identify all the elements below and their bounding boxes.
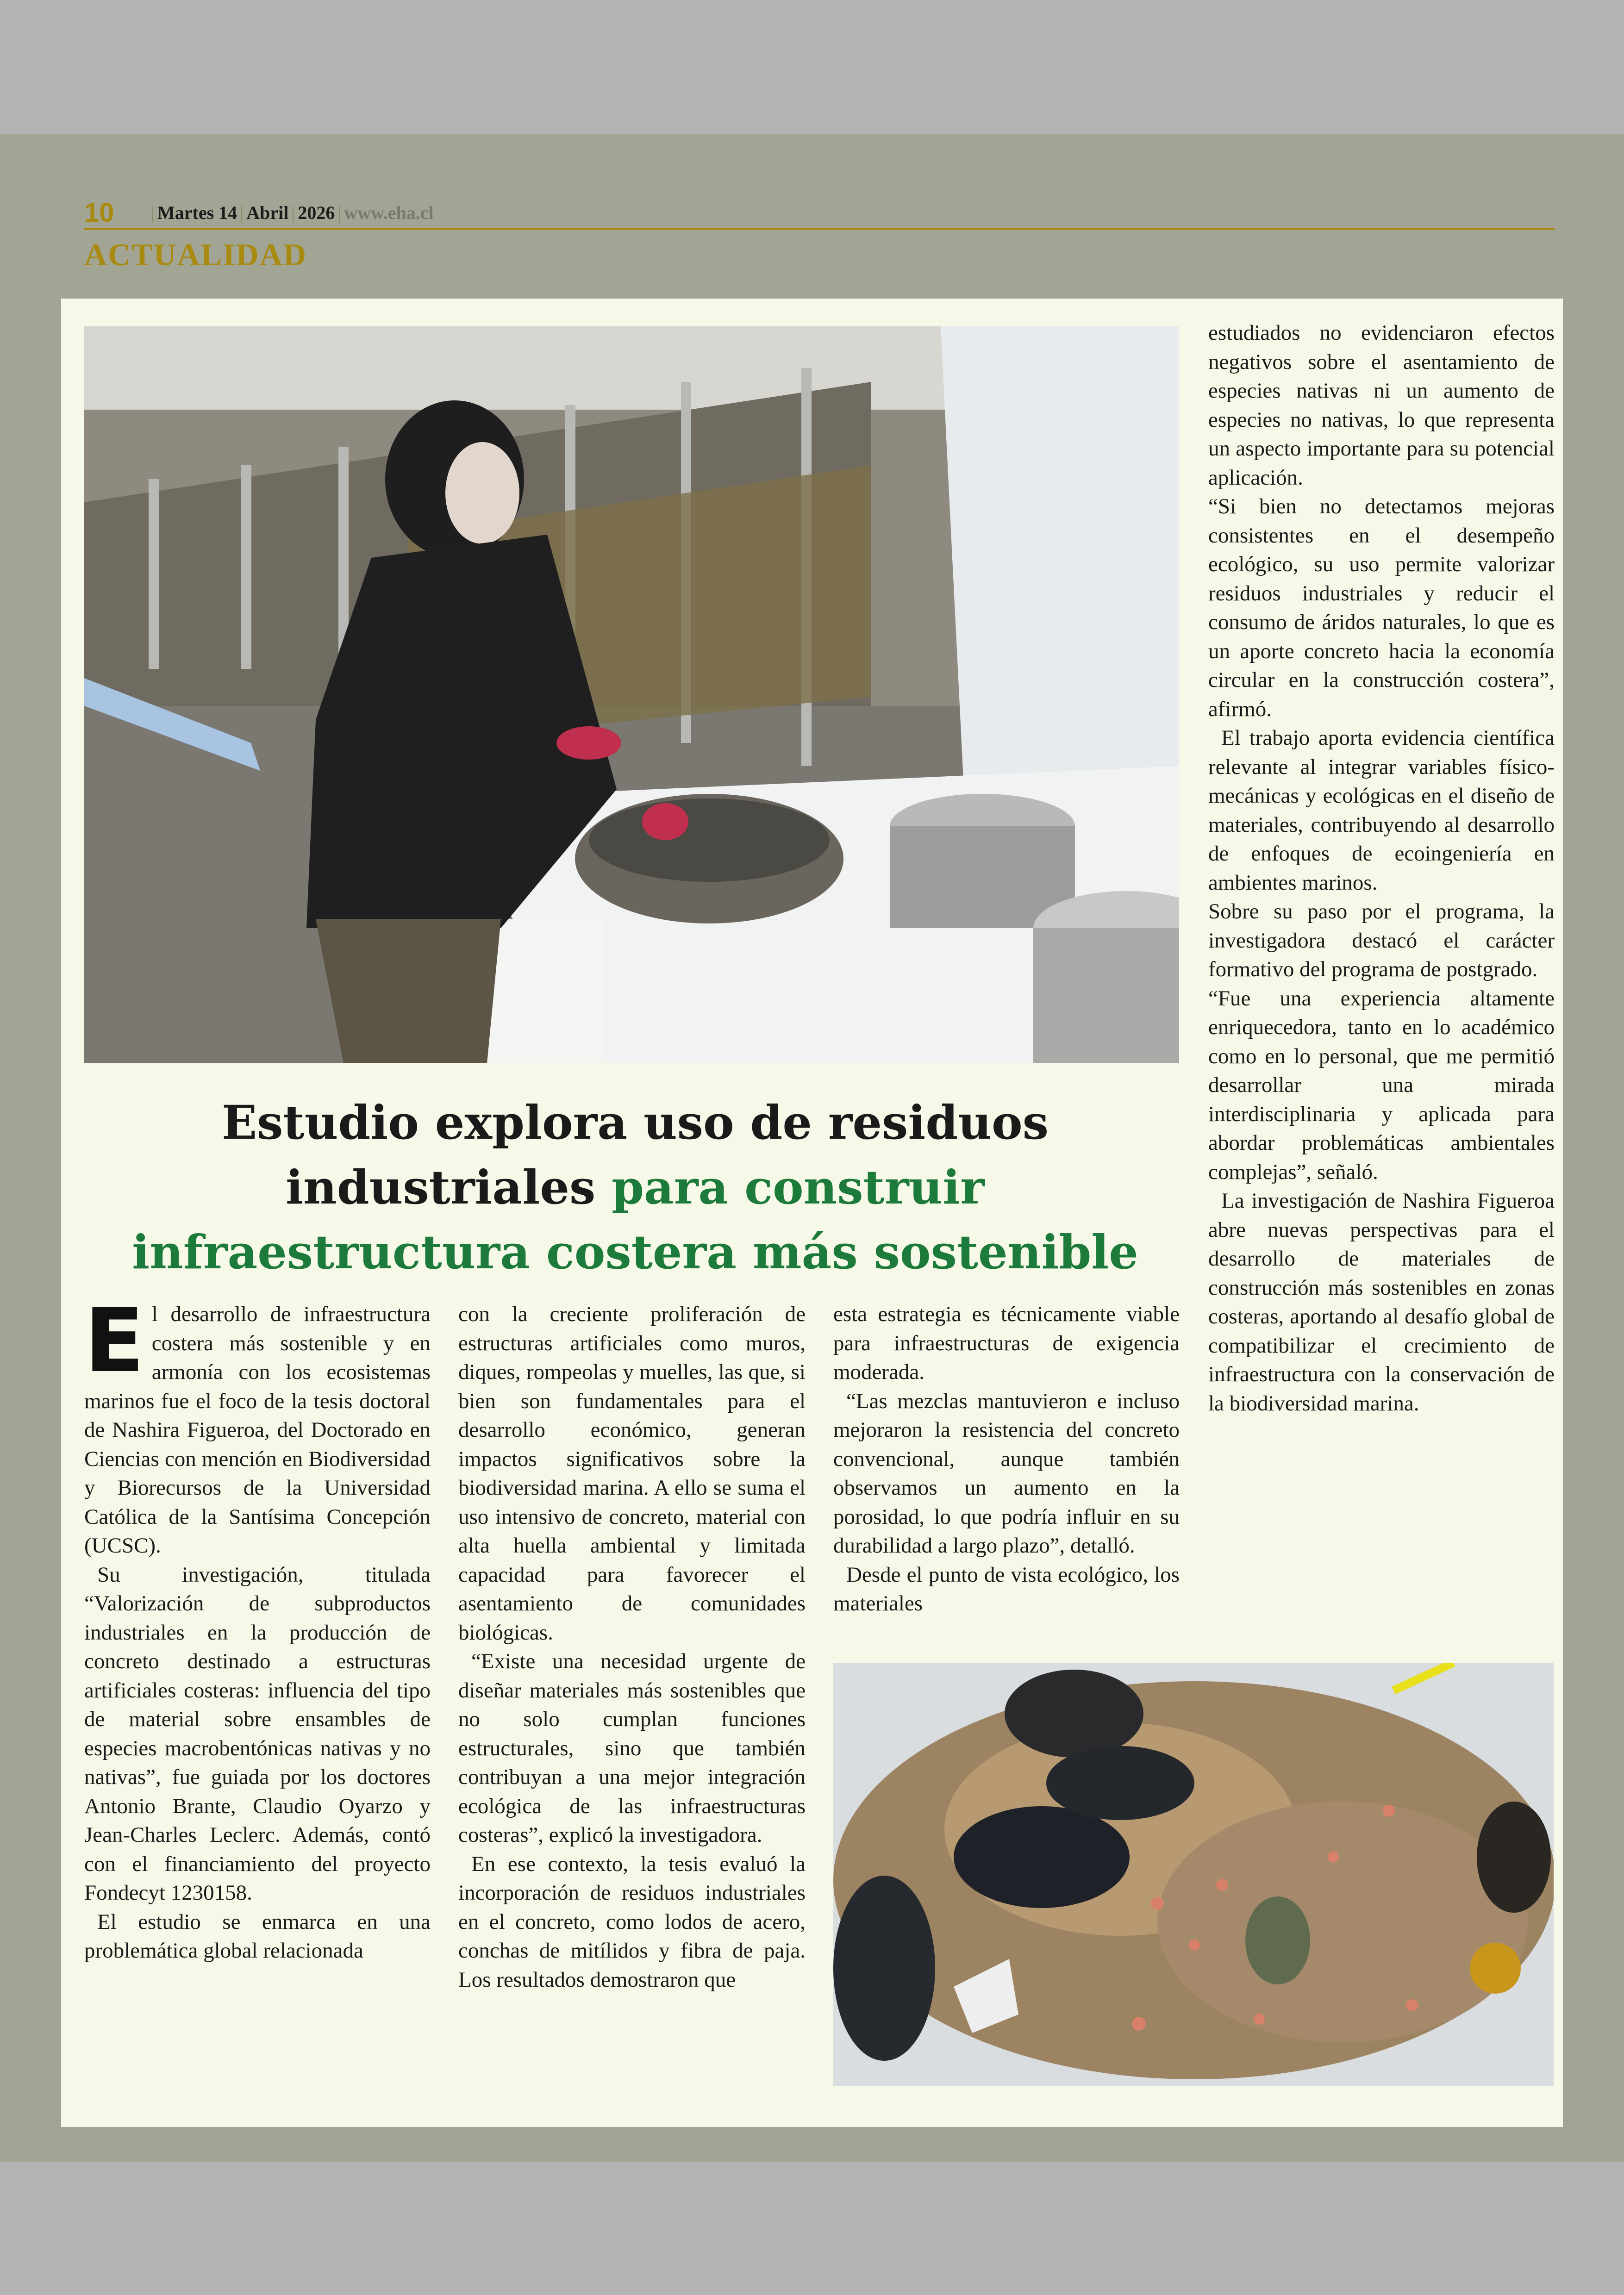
date-year: 2026 (298, 202, 335, 223)
drop-cap: E (84, 1290, 144, 1392)
date-month: Abril (246, 202, 289, 223)
col4-paragraph-5: “Fue una experiencia altamente enriquecedora, tanto en lo académico como en lo personal, que me permitió desarrollar una mirada interdisciplinaria y aplicada para abordar problemáticas ambientales complejas”, señaló. (1208, 986, 1555, 1184)
col3-paragraph-1: esta estrategia es técnicamente viable para infraestructuras de exigencia moderada. (833, 1302, 1180, 1384)
page-header (84, 199, 1555, 273)
col2-paragraph-1: con la creciente proliferación de estructuras artificiales como muros, diques, rompeolas y muelles, las que, si bien son fundamentales para el desarrollo económico, generan impactos significativos sobre la biodiversidad marina. A ello se suma el uso intensivo de concreto, material con alta huella ambiental y limitada capacidad para favorecer el asentamiento de comunidades biológicas. (458, 1302, 806, 1645)
page-number: 10 (84, 198, 114, 228)
headline-green: para construir infraestructura costera más sostenible (132, 1160, 1138, 1279)
article-headline (84, 1090, 1186, 1285)
headline-dark: Estudio explora uso de residuos industriales (221, 1095, 1049, 1215)
website-link[interactable]: www.eha.cl (344, 202, 434, 223)
col1-paragraph-2: Su investigación, titulada “Valorización de subproductos industriales en la producción de concreto destinado a estructuras artificiales costeras: influencia del tipo de material sobre ensambles de especies macrobentónicas nativas y no nativas”, fue guiada por los doctores Antonio Brante, Claudio Oyarzo y Jean-Charles Leclerc. Además, contó con el financiamiento del proyecto Fondecyt 1230158. (84, 1562, 431, 1905)
article-column-2 (458, 1300, 806, 1994)
date-weekday: Martes 14 (157, 202, 237, 223)
mussel-photo (833, 1663, 1554, 2086)
lab-photo (84, 326, 1179, 1063)
lab-photo-image (84, 326, 1179, 1063)
date-bar: | Martes 14 | Abril | 2026 | www.eha.cl (151, 202, 434, 223)
article-column-3 (833, 1300, 1180, 1618)
col4-paragraph-6: La investigación de Nashira Figueroa abre nuevas perspectivas para el desarrollo de materiales de construcción más sostenibles en zonas costeras, aportando al desafío global de compatibilizar el crecimiento de infraestructura con la conservación de la biodiversidad marina. (1208, 1189, 1555, 1416)
col1-paragraph-3: El estudio se enmarca en una problemática global relacionada (84, 1909, 431, 1963)
col1-paragraph-1: l desarrollo de infraestructura costera más sostenible y en armonía con los ecosistemas marinos fue el foco de la tesis doctoral de Nashira Figueroa, del Doctorado en Ciencias con mención en Biodiversidad y Biorecursos de la Universidad Católica de la Santísima Concepción (UCSC). (84, 1302, 431, 1558)
col4-paragraph-3: El trabajo aporta evidencia científica relevante al integrar variables físico-mecánicas y ecológicas en el diseño de materiales, contribuyendo al desarrollo de enfoques de ecoingeniería en ambientes marinos. (1208, 726, 1555, 895)
col2-paragraph-3: En ese contexto, la tesis evaluó la incorporación de residuos industriales en el concreto, como lodos de acero, conchas de mitílidos y fibra de paja. Los resultados demostraron que (458, 1852, 806, 1992)
mussel-photo-image (833, 1663, 1554, 2086)
col4-paragraph-1: estudiados no evidenciaron efectos negativos sobre el asentamiento de especies nativas ni un aumento de especies no nativas, lo que representa un aspecto importante para su potencial aplicación. (1208, 321, 1555, 490)
col3-paragraph-2: “Las mezclas mantuvieron e incluso mejoraron la resistencia del concreto convencional, aunque también observamos un aumento en la porosidad, lo que podría influir en su durabilidad a largo plazo”, detalló. (833, 1389, 1180, 1558)
col4-paragraph-4: Sobre su paso por el programa, la investigadora destacó el carácter formativo del programa de postgrado. (1208, 899, 1555, 981)
col3-paragraph-3: Desde el punto de vista ecológico, los materiales (833, 1562, 1180, 1615)
article-column-4 (1208, 318, 1555, 1418)
header-rule (84, 228, 1555, 230)
col4-paragraph-2: “Si bien no detectamos mejoras consistentes en el desempeño ecológico, su uso permite valorizar residuos industriales y reducir el consumo de áridos naturales, lo que es un aporte concreto hacia la economía circular en la construcción costera”, afirmó. (1208, 494, 1555, 721)
col2-paragraph-2: “Existe una necesidad urgente de diseñar materiales más sostenibles que no solo cumplan funciones estructurales, sino que también contribuyan a una mejor integración ecológica de las infraestructuras costeras”, explicó la investigadora. (458, 1649, 806, 1847)
section-title: ACTUALIDAD (84, 237, 307, 272)
article-column-1 (84, 1290, 431, 1965)
